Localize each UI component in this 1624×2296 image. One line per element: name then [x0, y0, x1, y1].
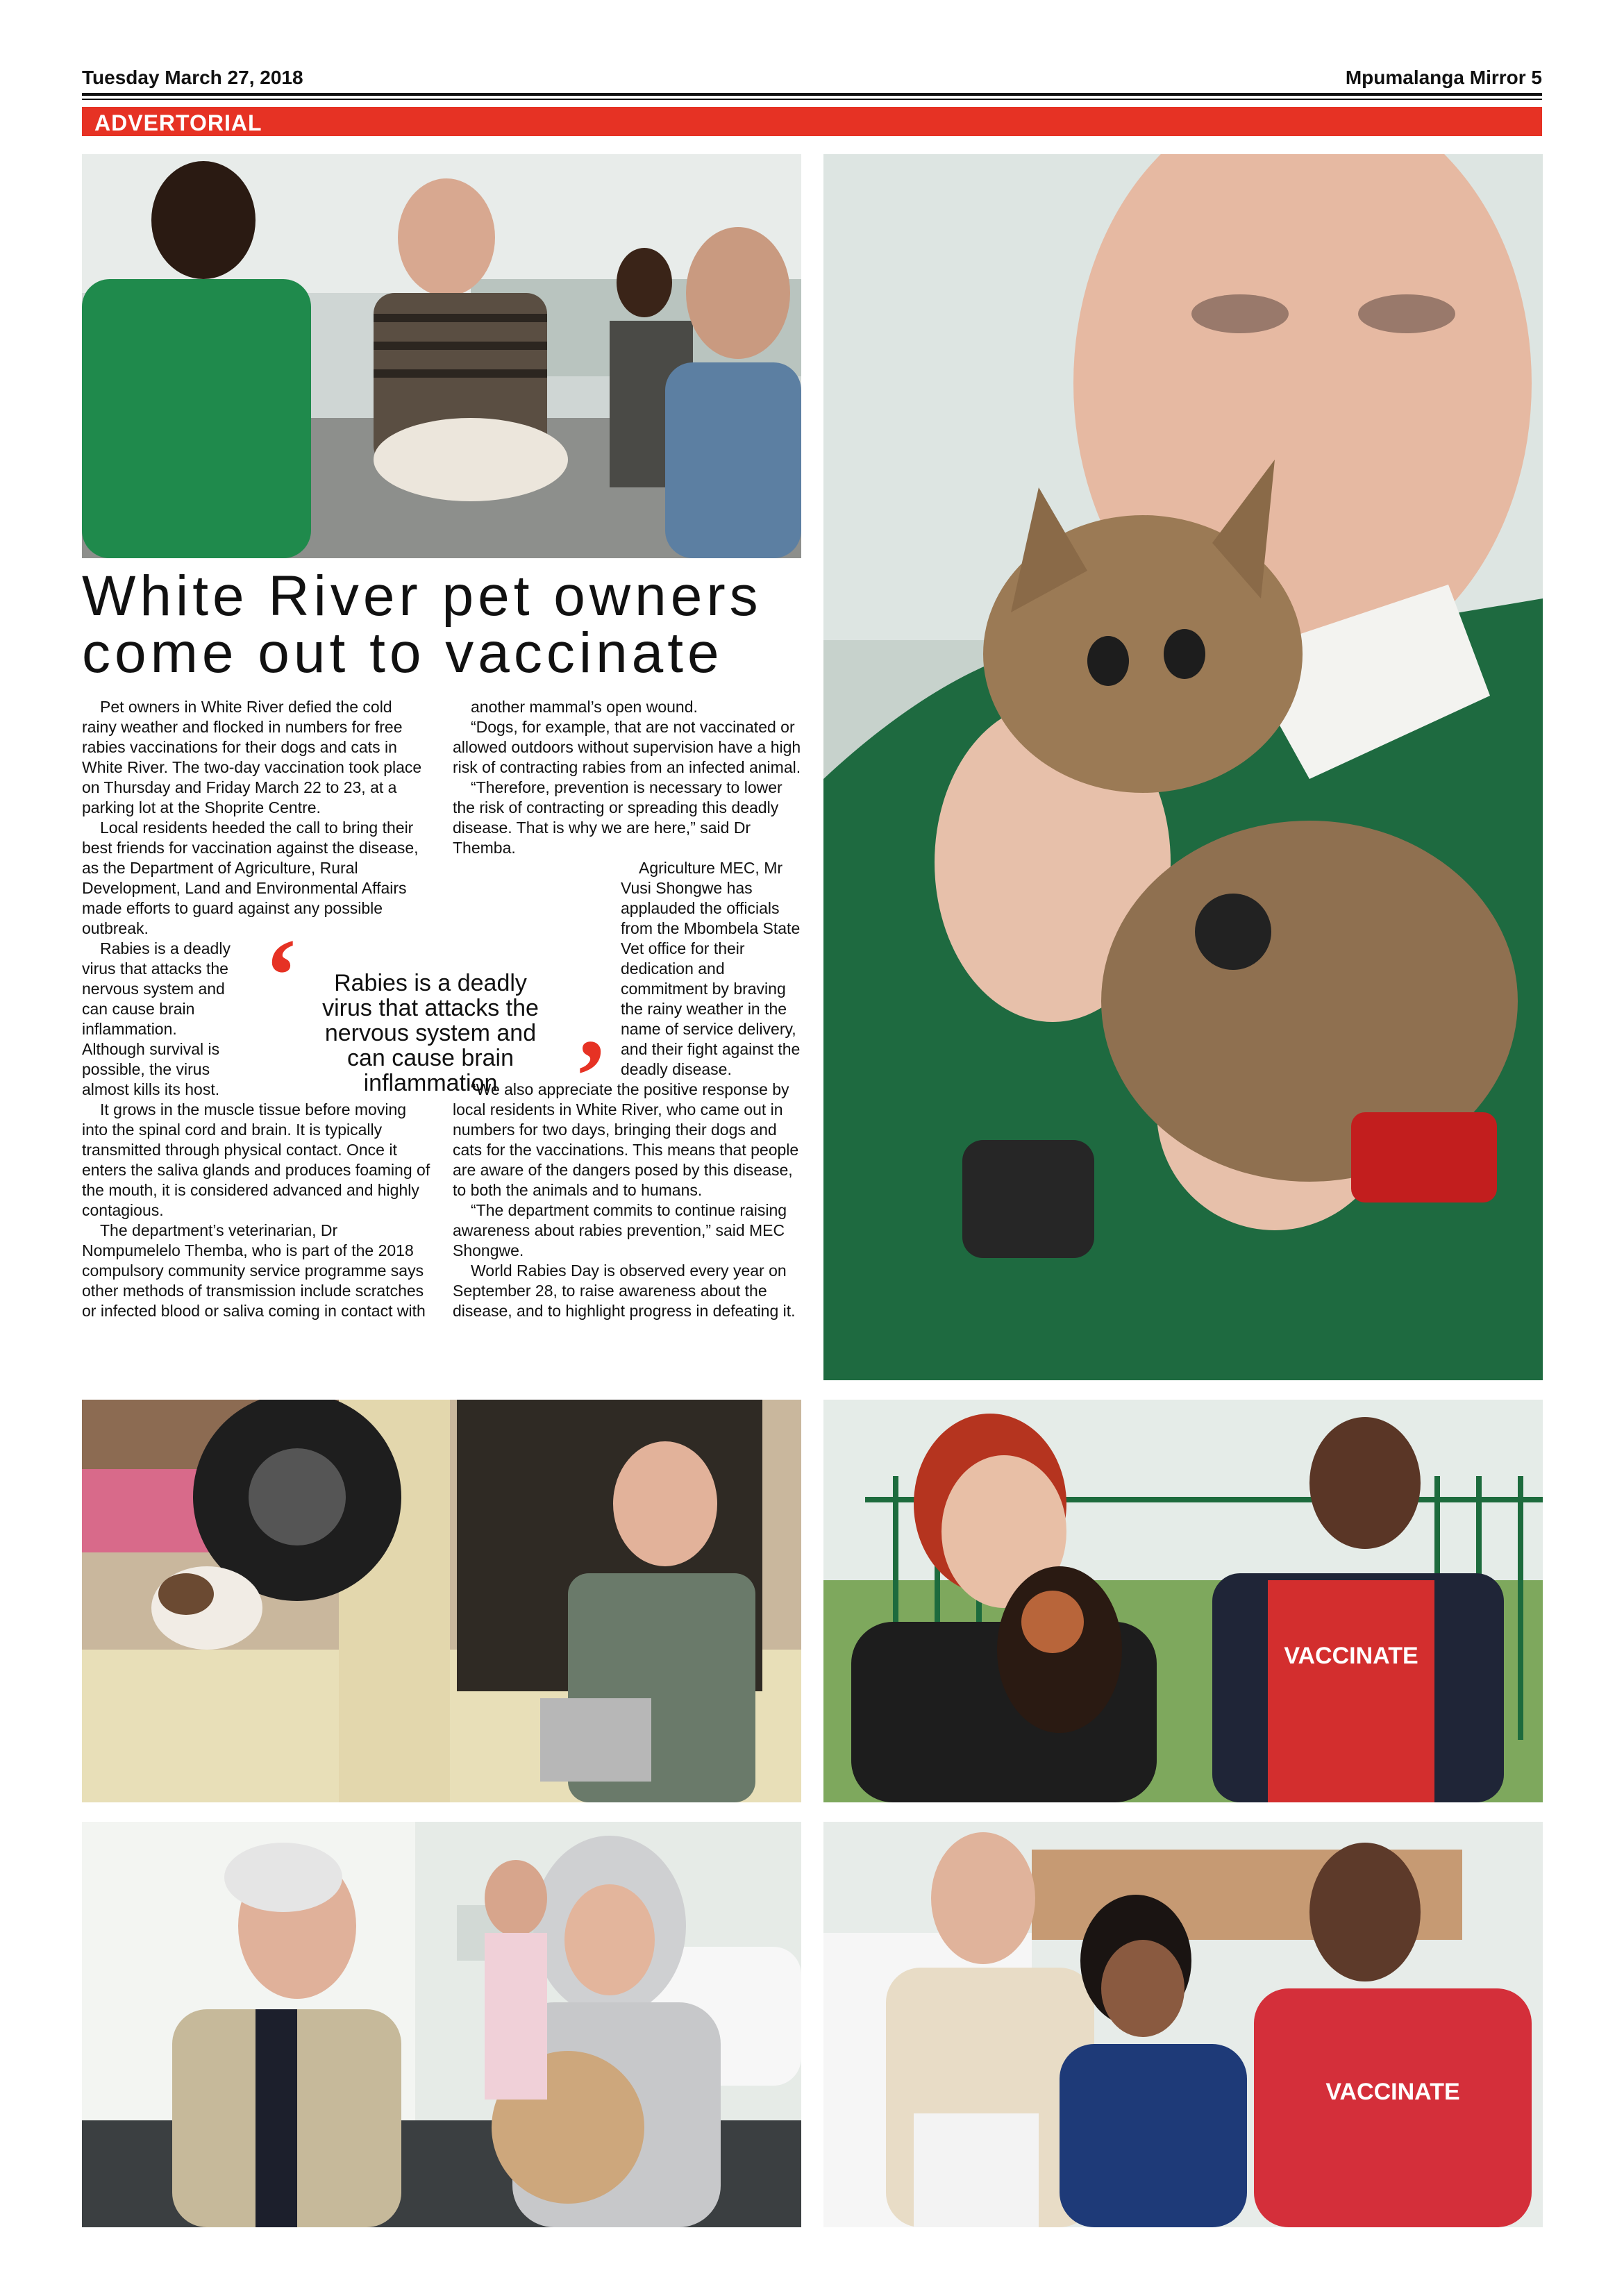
paragraph: “We also appreciate the positive response by local residents in White River, who came out in numbers for two days, bringing their dogs and cats for the vaccinations. This means that people are aware of the dangers posed by this disease, to both the animals and to humans.: [453, 1080, 799, 1199]
paragraph: Agriculture MEC, Mr Vusi Shongwe has applauded the officials from the Mbombela State Vet office for their dedication and commitment by braving the rainy weather in the name of service delivery, and their fight against the deadly disease.: [621, 859, 801, 1078]
photo-boy-with-kitten: [823, 154, 1543, 1380]
photo-officials-vaccinating-dog: [82, 154, 801, 558]
publication-page-label: Mpumalanga Mirror 5: [1345, 67, 1542, 88]
article-headline: [82, 564, 804, 685]
photo-woman-with-dog-and-official: [823, 1400, 1543, 1802]
photo-vet-filling-paperwork: [823, 1822, 1543, 2227]
paragraph: Pet owners in White River defied the cold rainy weather and flocked in numbers for free rabies vaccinations for their dogs and cats in White River. The two-day vaccination took place on Thursday and Friday March 22 to 23, at a parking lot at the Shoprite Centre.: [82, 698, 422, 816]
pull-quote-close-mark: ’: [574, 1019, 608, 1134]
headline-line-2: come out to vaccinate: [82, 621, 723, 685]
photo-man-in-bakkie-with-dog: [82, 1400, 801, 1802]
pull-quote-open-mark: ‘: [264, 918, 299, 1033]
issue-date: Tuesday March 27, 2018: [82, 67, 303, 88]
shirt-text: VACCINATE: [1284, 1643, 1418, 1669]
shirt-text: VACCINATE: [1325, 2079, 1460, 2105]
paragraph: World Rabies Day is observed every year on September 28, to raise awareness about the disease, and to highlight progress in defeating it.: [453, 1262, 796, 1320]
paragraph: “Therefore, prevention is necessary to lower the risk of contracting or spreading this deadly disease. That is why we are here,” said Dr Themba.: [453, 778, 782, 857]
paragraph: another mammal’s open wound.: [471, 698, 698, 716]
paragraph: “The department commits to continue raising awareness about rabies prevention,” said MEC Shongwe.: [453, 1201, 787, 1259]
section-label: ADVERTORIAL: [94, 110, 262, 135]
section-banner: [82, 107, 1542, 136]
header-rule: [82, 93, 1542, 96]
pull-quote: Rabies is a deadly virus that attacks the nervous system and can cause brain inflammation: [322, 970, 539, 1096]
photo-man-with-girl-and-dog: [82, 1822, 801, 2227]
paragraph: The department’s veterinarian, Dr Nompumelelo Themba, who is part of the 2018 compulsory community service programme says other methods of transmission include scratches or infected blood or saliva coming in contact with: [82, 1221, 426, 1320]
headline-line-1: White River pet owners: [82, 564, 762, 628]
paragraph: “Dogs, for example, that are not vaccinated or allowed outdoors without supervision have a high risk of contracting rabies from an infected animal.: [453, 718, 801, 776]
header-rule-thin: [82, 99, 1542, 100]
paragraph: It grows in the muscle tissue before moving into the spinal cord and brain. It is typically transmitted through physical contact. Once it enters the saliva glands and produces foaming of the mouth, it is considered advanced and highly contagious.: [82, 1100, 430, 1219]
paragraph: Local residents heeded the call to bring their best friends for vaccination against the disease, as the Department of Agriculture, Rural Development, Land and Environmental Affairs made efforts to guard against any possible outbreak.: [82, 819, 419, 937]
paragraph: Rabies is a deadly virus that attacks the nervous system and can cause brain inflammation. Although survival is possible, the virus almost kills its host.: [82, 939, 231, 1098]
